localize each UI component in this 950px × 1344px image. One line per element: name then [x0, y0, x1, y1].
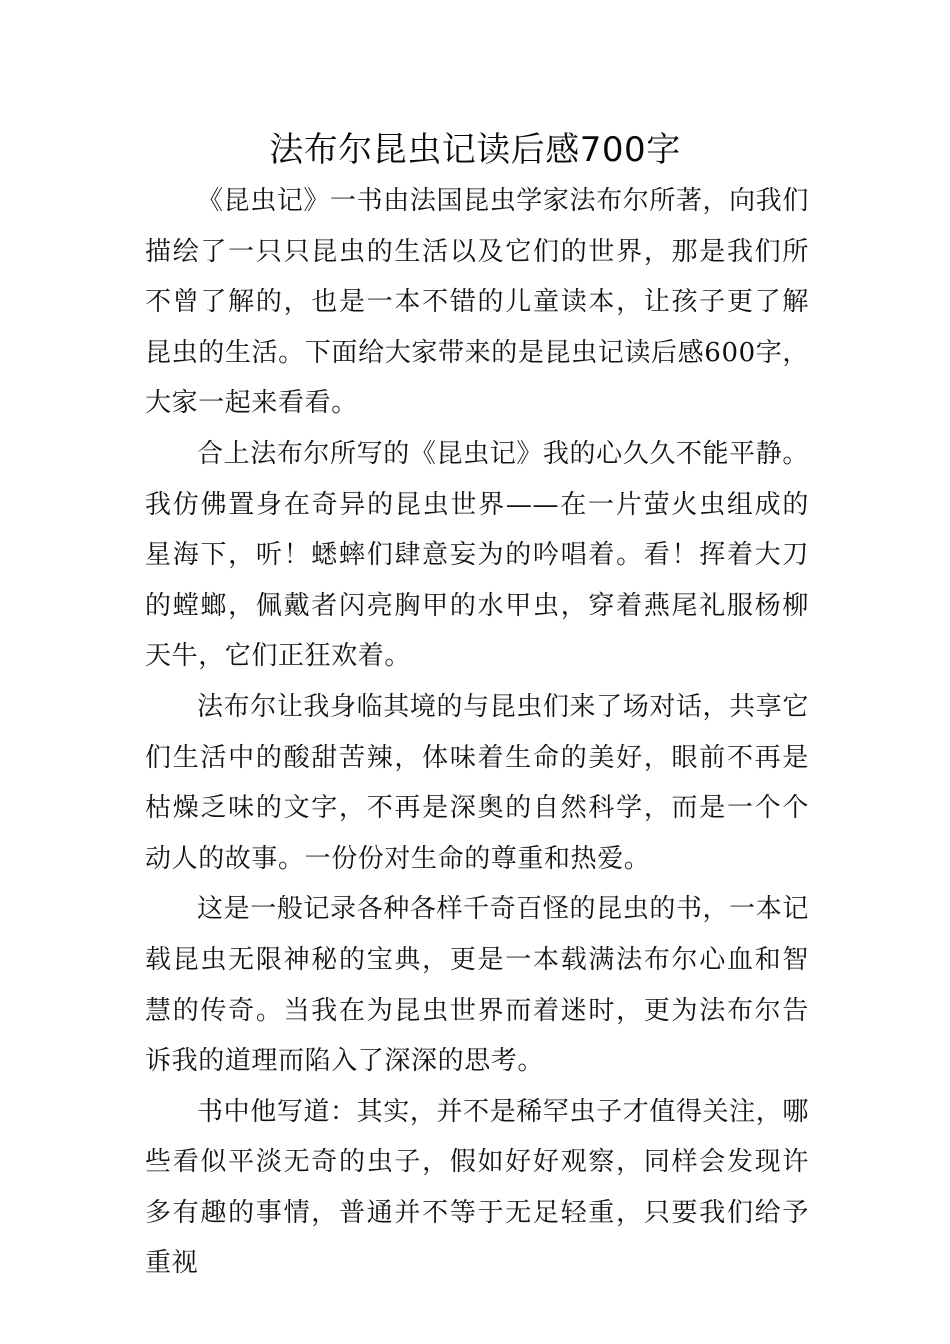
paragraph-2: 合上法布尔所写的《昆虫记》我的心久久不能平静。我仿佛置身在奇异的昆虫世界——在一片萤火虫组成的星海下，听！蟋蟀们肆意妄为的吟唱着。看！挥着大刀的螳螂，佩戴者闪亮胸甲的水甲虫，穿着燕尾礼服杨柳天牛，它们正狂欢着。 [145, 438, 809, 672]
paragraph-5: 书中他写道：其实，并不是稀罕虫子才值得关注，哪些看似平淡无奇的虫子，假如好好观察，同样会发现许多有趣的事情，普通并不等于无足轻重，只要我们给予重视 [145, 1096, 809, 1279]
paragraph-4: 这是一般记录各种各样千奇百怪的昆虫的书，一本记载昆虫无限神秘的宝典，更是一本载满法布尔心血和智慧的传奇。当我在为昆虫世界而着迷时，更为法布尔告诉我的道理而陷入了深深的思考。 [145, 894, 809, 1077]
document-body [145, 176, 809, 1289]
document-title: 法布尔昆虫记读后感700字 [269, 130, 681, 170]
paragraph-3: 法布尔让我身临其境的与昆虫们来了场对话，共享它们生活中的酸甜苦辣，体味着生命的美好，眼前不再是枯燥乏味的文字，不再是深奥的自然科学，而是一个个动人的故事。一份份对生命的尊重和热爱。 [145, 691, 809, 874]
paragraph-1: 《昆虫记》一书由法国昆虫学家法布尔所著，向我们描绘了一只只昆虫的生活以及它们的世界，那是我们所不曾了解的，也是一本不错的儿童读本，让孩子更了解昆虫的生活。下面给大家带来的是昆虫记读后感600字，大家一起来看看。 [145, 186, 809, 419]
